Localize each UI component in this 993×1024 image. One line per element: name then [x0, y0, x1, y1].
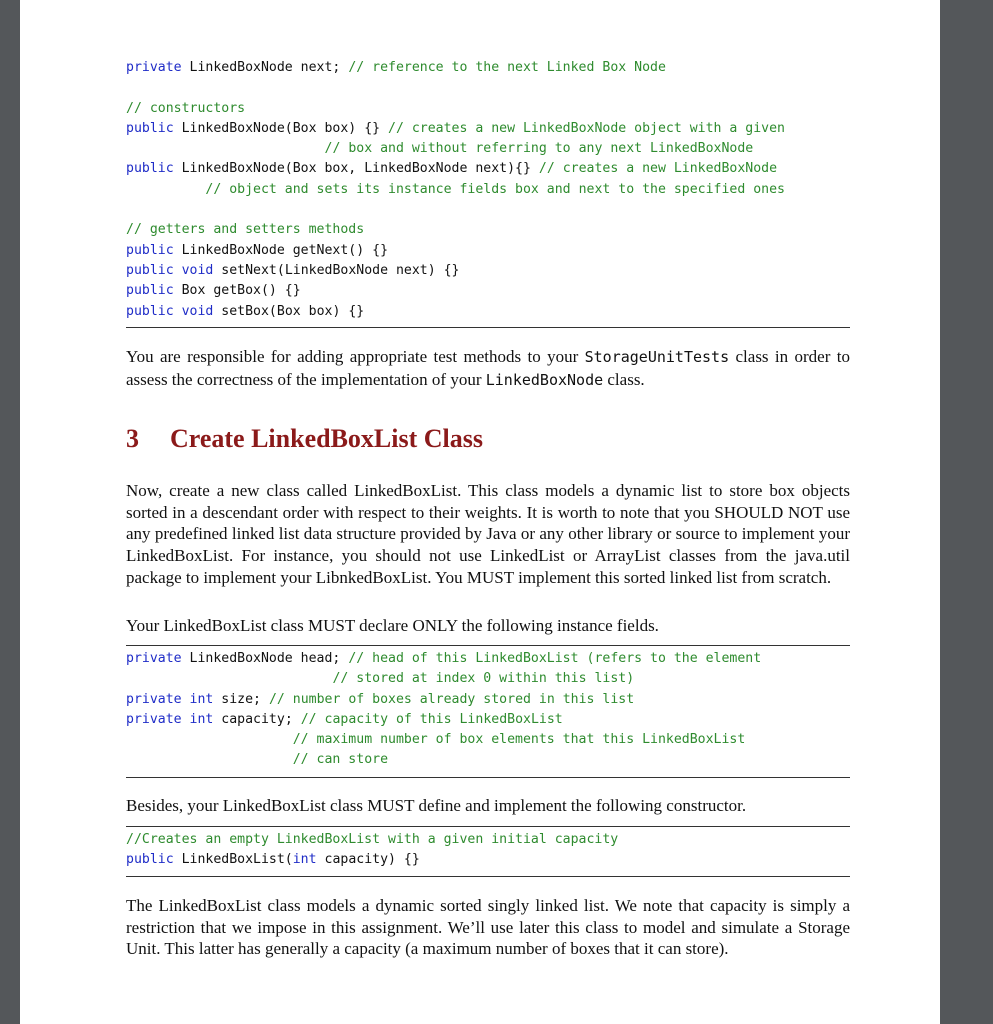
code-keyword: int	[189, 691, 214, 707]
code-text	[126, 732, 293, 747]
code-keyword: void	[181, 303, 214, 319]
code-keyword: int	[189, 711, 214, 727]
paragraph-instance-fields-intro: Your LinkedBoxList class MUST declare ONLY the following instance fields.	[126, 616, 659, 635]
code-comment: // maximum number of box elements that this LinkedBoxList	[292, 732, 746, 748]
paragraph-constructor-intro: Besides, your LinkedBoxList class MUST define and implement the following constructor.	[126, 796, 747, 815]
code-keyword: public	[126, 120, 174, 136]
code-text: LinkedBoxList(	[173, 852, 293, 868]
paragraph-create-class: Now, create a new class called LinkedBoxList. This class models a dynamic list to store box objects sorted in a descendant order with respect to their weights. It is worth to note that you SHOULD NOT use any predefined linked list data structure provided by Java or any other library or source to implement your LinkedBoxList. For instance, you should not use LinkedList or ArrayList classes from the java.util package to implement your LibnkedBoxList. You MUST implement this sorted linked list from scratch.	[126, 481, 850, 587]
code-line	[126, 850, 618, 870]
code-bottom-rule	[126, 327, 850, 328]
code-comment: // getters and setters methods	[126, 222, 365, 238]
constructor-top-rule	[126, 826, 850, 827]
paragraph-text: class.	[603, 369, 645, 389]
code-block-linkedboxnode	[126, 58, 785, 322]
paragraph-text: You are responsible for adding appropriate test methods to your	[126, 347, 585, 366]
code-line	[126, 750, 761, 770]
code-comment: // head of this LinkedBoxList (refers to the element	[348, 651, 762, 666]
code-line	[126, 261, 785, 281]
section-number: 3	[126, 424, 139, 453]
code-line	[126, 730, 761, 750]
code-text	[174, 304, 182, 319]
paragraph-test-methods	[126, 346, 850, 391]
code-keyword: public	[126, 242, 174, 258]
code-text: size;	[213, 691, 269, 707]
code-comment: // stored at index 0 within this list)	[332, 671, 635, 687]
fields-top-rule	[126, 645, 850, 646]
code-line	[126, 139, 785, 159]
code-line	[126, 669, 761, 689]
code-keyword: public	[126, 262, 174, 278]
code-comment: //Creates an empty LinkedBoxList with a given initial capacity	[126, 832, 619, 847]
code-text: LinkedBoxNode head;	[181, 651, 349, 666]
code-comment: // capacity of this LinkedBoxList	[300, 711, 563, 727]
code-keyword: private	[126, 651, 182, 666]
code-keyword: private	[126, 691, 182, 707]
code-text: setNext(LinkedBoxNode next) {}	[213, 262, 460, 278]
code-line	[126, 830, 618, 850]
code-text	[126, 182, 205, 197]
code-comment: // creates a new LinkedBoxNode object with a given	[388, 120, 785, 136]
code-keyword: public	[126, 852, 174, 868]
code-comment: // number of boxes already stored in this list	[268, 691, 635, 707]
code-line	[126, 690, 761, 710]
code-line	[126, 159, 785, 179]
paragraph-text: class in order to assess the correctness of the implementation of your	[126, 347, 850, 389]
code-text: capacity;	[213, 711, 301, 727]
code-comment: // creates a new LinkedBoxNode	[538, 161, 778, 177]
section-heading	[126, 424, 483, 454]
code-text	[174, 263, 182, 278]
code-comment: // constructors	[126, 100, 246, 116]
code-text: setBox(Box box) {}	[213, 303, 365, 319]
code-keyword: private	[126, 711, 182, 727]
code-text	[126, 141, 325, 156]
code-line	[126, 78, 785, 98]
code-block-constructor	[126, 830, 618, 871]
code-line	[126, 281, 785, 301]
code-text: LinkedBoxNode next;	[181, 60, 349, 75]
code-line	[126, 220, 785, 240]
code-line	[126, 710, 761, 730]
code-text	[182, 712, 190, 727]
code-line	[126, 649, 761, 669]
inline-code: LinkedBoxNode	[485, 370, 604, 389]
code-comment: // object and sets its instance fields box and next to the specified ones	[205, 181, 785, 197]
paragraph-dynamic-list: The LinkedBoxList class models a dynamic sorted singly linked list. We note that capacity is simply a restriction that we impose in this assignment. We’ll use later this class to model and simulate a Storage Unit. This latter has generally a capacity (a maximum number of boxes that it can store).	[126, 896, 850, 959]
code-comment: // reference to the next Linked Box Node	[348, 60, 666, 75]
inline-code: StorageUnitTests	[584, 348, 730, 366]
code-line	[126, 200, 785, 220]
document-page	[20, 0, 940, 1024]
fields-bottom-rule	[126, 777, 850, 778]
code-text: capacity) {}	[316, 852, 420, 868]
code-keyword: int	[292, 852, 317, 868]
code-line	[126, 119, 785, 139]
code-line	[126, 302, 785, 322]
code-line	[126, 180, 785, 200]
code-comment: // can store	[292, 752, 389, 768]
section-title: Create LinkedBoxList Class	[170, 424, 483, 453]
code-keyword: public	[126, 283, 174, 299]
code-keyword: void	[181, 262, 214, 278]
code-keyword: public	[126, 303, 174, 319]
code-block-instance-fields	[126, 649, 761, 771]
code-text	[126, 752, 293, 767]
code-text: LinkedBoxNode(Box box) {}	[173, 120, 389, 136]
code-comment: // box and without referring to any next LinkedBoxNode	[324, 141, 754, 157]
constructor-bottom-rule	[126, 876, 850, 877]
code-line	[126, 58, 785, 78]
code-line	[126, 241, 785, 261]
code-keyword: public	[126, 161, 174, 177]
code-text: LinkedBoxNode getNext() {}	[173, 242, 389, 258]
code-line	[126, 99, 785, 119]
code-text: LinkedBoxNode(Box box, LinkedBoxNode next){}	[173, 161, 539, 177]
code-text: Box getBox() {}	[173, 283, 301, 299]
code-text	[126, 671, 332, 686]
code-text	[182, 692, 190, 707]
code-keyword: private	[126, 60, 182, 75]
